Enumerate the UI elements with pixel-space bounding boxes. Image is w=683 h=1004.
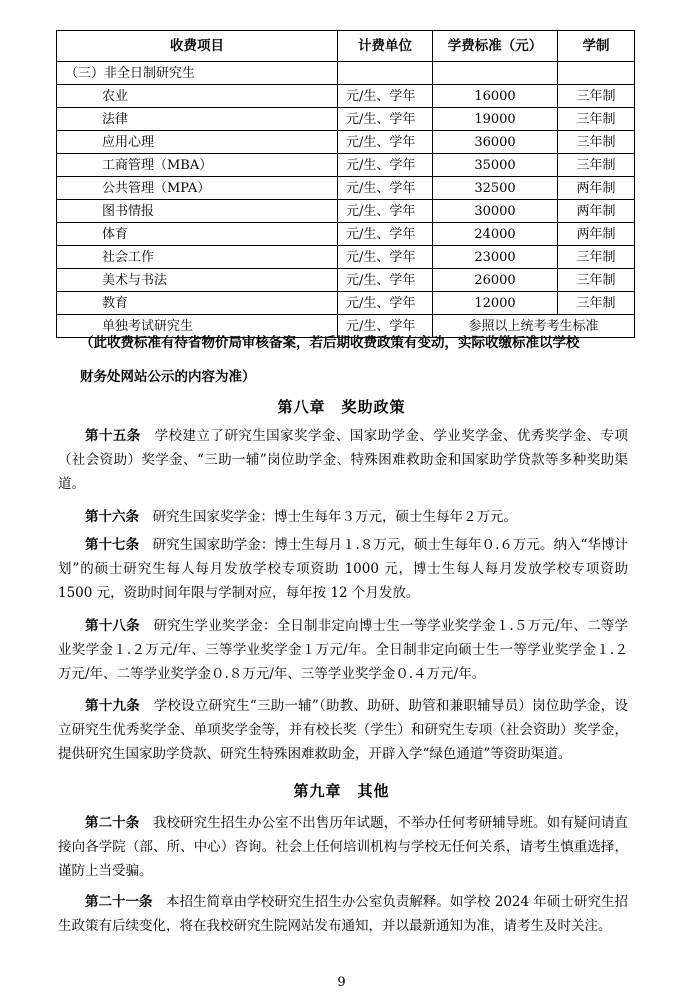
- table-row: [57, 269, 635, 292]
- table-row: [57, 246, 635, 269]
- article-text: 研究生学业奖学金：全日制非定向博士生一等学业奖学金１.５万元/年、二等学业奖学金１.２万元/年、三等学业奖学金１万元/年。全日制非定向硕士生一等学业奖学金１.２万元/年、二等学业奖学金０.８万元/年、三等学业奖学金０.４万元/年。: [58, 618, 628, 682]
- program-name: 体育: [57, 223, 338, 246]
- table-row: [57, 131, 635, 154]
- program-duration: 三年制: [558, 108, 635, 131]
- billing-unit: 元/生、学年: [338, 177, 433, 200]
- program-name: 图书情报: [57, 200, 338, 223]
- billing-unit: 元/生、学年: [338, 246, 433, 269]
- program-duration: 两年制: [558, 200, 635, 223]
- fee-note-line-2: 财务处网站公示的内容为准）: [80, 369, 256, 385]
- article-text: 研究生国家奖学金：博士生每年３万元，硕士生每年２万元。: [139, 509, 517, 525]
- header-item: 收费项目: [57, 31, 338, 62]
- article-15: [58, 424, 628, 496]
- tuition-fee: 12000: [433, 292, 558, 315]
- table-row: [57, 108, 635, 131]
- article-label: 第二十一条: [85, 894, 153, 910]
- billing-unit: 元/生、学年: [338, 269, 433, 292]
- tuition-fee: 36000: [433, 131, 558, 154]
- tuition-fee: 30000: [433, 200, 558, 223]
- tuition-fee: 32500: [433, 177, 558, 200]
- article-text: 学校设立研究生“三助一辅”（助教、助研、助管和兼职辅导员）岗位助学金，设立研究生优秀奖学金、单项奖学金等，并有校长奖（学生）和研究生专项（社会资助）奖学金，提供研究生国家助学贷款、研究生特殊困难救助金，开辟入学“绿色通道”等资助渠道。: [58, 698, 628, 762]
- table-row: [57, 177, 635, 200]
- billing-unit: 元/生、学年: [338, 200, 433, 223]
- article-16: [58, 505, 628, 529]
- article-text: 研究生国家助学金：博士生每月１.８万元，硕士生每年０.６万元。纳入“华博计划”的硕士研究生每人每月发放学校专项资助 1000 元，博士生每人每月发放学校专项资助 1500 元，资助时间年限与学制对应，每年按 12 个月发放。: [58, 537, 629, 601]
- article-text: 学校建立了研究生国家奖学金、国家助学金、学业奖学金、优秀奖学金、专项（社会资助）奖学金、“三助一辅”岗位助学金、特殊困难救助金和国家助学贷款等多种奖助渠道。: [58, 428, 629, 492]
- program-duration: 三年制: [558, 269, 635, 292]
- tuition-fee: 35000: [433, 154, 558, 177]
- page-number: 9: [337, 975, 346, 990]
- program-name: 法律: [57, 108, 338, 131]
- chapter-nine-title: 第九章 其他: [293, 782, 390, 800]
- article-label: 第十八条: [85, 618, 140, 634]
- program-name: 应用心理: [57, 131, 338, 154]
- table-row: [57, 200, 635, 223]
- article-text: 我校研究生招生办公室不出售历年试题，不举办任何考研辅导班。如有疑问请直接向各学院（部、所、中心）咨询。社会上任何培训机构与学校无任何关系，请考生慎重选择，谨防上当受骗。: [58, 815, 629, 879]
- billing-unit: 元/生、学年: [338, 315, 433, 338]
- article-label: 第十六条: [85, 509, 139, 525]
- article-18: [58, 614, 628, 686]
- header-unit: 计费单位: [338, 31, 433, 62]
- billing-unit: 元/生、学年: [338, 131, 433, 154]
- billing-unit: 元/生、学年: [338, 85, 433, 108]
- article-20: [58, 811, 628, 883]
- program-name: 单独考试研究生: [57, 315, 338, 338]
- article-text: 本招生简章由学校研究生招生办公室负责解释。如学校 2024 年硕士研究生招生政策有后续变化，将在我校研究生院网站发布通知，并以最新通知为准，请考生及时关注。: [58, 894, 628, 934]
- program-duration: 两年制: [558, 223, 635, 246]
- program-name: 公共管理（MPA）: [57, 177, 338, 200]
- article-label: 第十七条: [85, 537, 140, 553]
- billing-unit: 元/生、学年: [338, 154, 433, 177]
- fee-note-line-1: （此收费标准有待省物价局审核备案，若后期收费政策有变动，实际收缴标准以学校: [80, 335, 580, 351]
- section-title: （三）非全日制研究生: [57, 62, 338, 85]
- program-name: 美术与书法: [57, 269, 338, 292]
- tuition-fee: 16000: [433, 85, 558, 108]
- tuition-fee: 23000: [433, 246, 558, 269]
- article-19: [58, 694, 628, 766]
- table-row: [57, 154, 635, 177]
- program-duration: 两年制: [558, 177, 635, 200]
- program-duration: 三年制: [558, 154, 635, 177]
- program-name: 工商管理（MBA）: [57, 154, 338, 177]
- program-name: 农业: [57, 85, 338, 108]
- article-21: [58, 890, 628, 938]
- program-duration: 三年制: [558, 292, 635, 315]
- header-fee: 学费标准（元）: [433, 31, 558, 62]
- header-duration: 学制: [558, 31, 635, 62]
- article-label: 第十五条: [85, 428, 141, 444]
- tuition-fee: 26000: [433, 269, 558, 292]
- program-duration: 三年制: [558, 246, 635, 269]
- table-row: [57, 223, 635, 246]
- billing-unit: 元/生、学年: [338, 108, 433, 131]
- section-row: [57, 62, 635, 85]
- article-label: 第二十条: [85, 815, 140, 831]
- article-17: [58, 533, 628, 605]
- billing-unit: 元/生、学年: [338, 292, 433, 315]
- table-row: [57, 292, 635, 315]
- fee-table: [56, 30, 635, 338]
- table-row: [57, 85, 635, 108]
- program-name: 教育: [57, 292, 338, 315]
- chapter-eight-title: 第八章 奖助政策: [277, 398, 406, 416]
- tuition-fee: 24000: [433, 223, 558, 246]
- program-duration: 三年制: [558, 131, 635, 154]
- program-name: 社会工作: [57, 246, 338, 269]
- table-header-row: [57, 31, 635, 62]
- program-duration: 三年制: [558, 85, 635, 108]
- tuition-fee: 19000: [433, 108, 558, 131]
- tuition-fee: 参照以上统考考生标准: [433, 315, 635, 338]
- article-label: 第十九条: [85, 698, 140, 714]
- billing-unit: 元/生、学年: [338, 223, 433, 246]
